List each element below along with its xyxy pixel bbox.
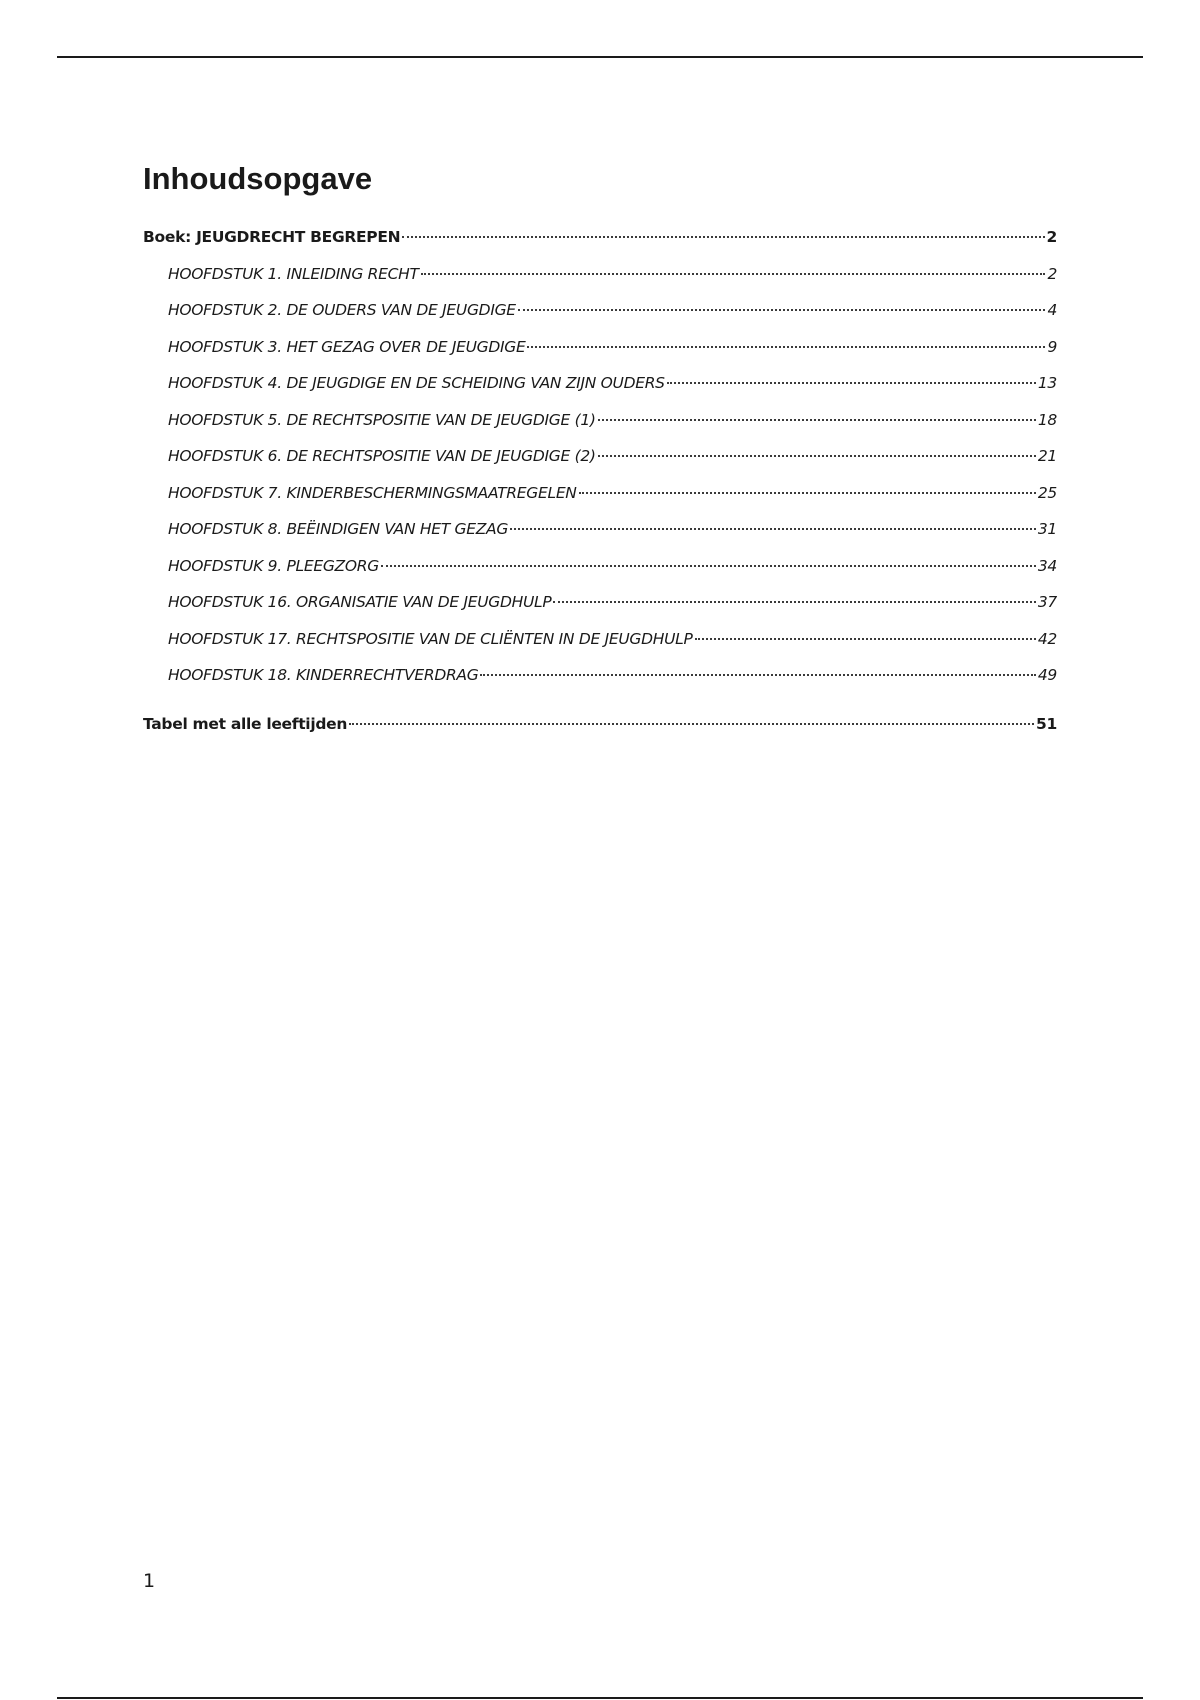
toc-entry-label: HOOFDSTUK 3. HET GEZAG OVER DE JEUGDIGE	[168, 337, 526, 356]
toc-entry-chapter-4[interactable]	[143, 365, 1057, 402]
dot-leader	[349, 723, 1034, 725]
toc-entry-label: HOOFDSTUK 4. DE JEUGDIGE EN DE SCHEIDING VAN ZIJN OUDERS	[168, 374, 665, 393]
toc-entry-chapter-17[interactable]	[143, 621, 1057, 658]
toc-entry-label: HOOFDSTUK 18. KINDERRECHTVERDRAG	[168, 666, 479, 685]
dot-leader	[518, 309, 1046, 311]
toc-entry-chapter-7[interactable]	[143, 475, 1057, 512]
dot-leader	[421, 273, 1046, 275]
header-rule	[57, 56, 1143, 58]
toc-entry-chapter-5[interactable]	[143, 402, 1057, 439]
toc-entry-page: 9	[1047, 337, 1057, 356]
toc-entry-label: Tabel met alle leeftijden	[143, 714, 348, 733]
dot-leader	[510, 528, 1036, 530]
toc-entry-label: HOOFDSTUK 17. RECHTSPOSITIE VAN DE CLIËNTEN IN DE JEUGDHULP	[168, 629, 693, 648]
toc-entry-chapter-9[interactable]	[143, 548, 1057, 585]
toc-entry-label: HOOFDSTUK 16. ORGANISATIE VAN DE JEUGDHULP	[168, 593, 552, 612]
toc-entry-label: HOOFDSTUK 1. INLEIDING RECHT	[168, 264, 419, 283]
toc-entry-page: 13	[1037, 374, 1057, 393]
toc-entry-page: 34	[1037, 556, 1057, 575]
toc-entry-label: HOOFDSTUK 7. KINDERBESCHERMINGSMAATREGELEN	[168, 483, 577, 502]
toc-page	[143, 160, 1057, 742]
dot-leader	[381, 565, 1036, 567]
dot-leader	[695, 638, 1036, 640]
spacer	[143, 694, 1057, 706]
page-number: 1	[143, 1570, 156, 1592]
toc-title: Inhoudsopgave	[143, 161, 373, 196]
dot-leader	[598, 455, 1036, 457]
toc-entry-label: HOOFDSTUK 8. BEËINDIGEN VAN HET GEZAG	[168, 520, 509, 539]
toc-entry-chapter-16[interactable]	[143, 584, 1057, 621]
footer-rule	[57, 1697, 1143, 1699]
toc-entry-page: 42	[1037, 629, 1057, 648]
toc-entry-chapter-8[interactable]	[143, 511, 1057, 548]
toc-entry-page: 18	[1037, 410, 1057, 429]
dot-leader	[598, 419, 1036, 421]
toc-entry-page: 49	[1037, 666, 1057, 685]
dot-leader	[527, 346, 1045, 348]
toc-entry-chapter-3[interactable]	[143, 329, 1057, 366]
toc-entry-label: HOOFDSTUK 9. PLEEGZORG	[168, 556, 379, 575]
toc-entry-label: HOOFDSTUK 6. DE RECHTSPOSITIE VAN DE JEUGDIGE (2)	[168, 447, 596, 466]
dot-leader	[553, 601, 1035, 603]
dot-leader	[667, 382, 1036, 384]
toc-entry-page: 51	[1036, 714, 1057, 733]
dot-leader	[480, 674, 1035, 676]
toc-entry-page: 25	[1037, 483, 1057, 502]
toc-entry-page: 4	[1047, 301, 1057, 320]
toc-entry-page: 37	[1037, 593, 1057, 612]
dot-leader	[579, 492, 1036, 494]
toc-entry-table[interactable]	[143, 706, 1057, 743]
toc-entry-label: HOOFDSTUK 5. DE RECHTSPOSITIE VAN DE JEUGDIGE (1)	[168, 410, 596, 429]
dot-leader	[402, 236, 1044, 238]
toc-entry-chapter-2[interactable]	[143, 292, 1057, 329]
toc-entry-label: HOOFDSTUK 2. DE OUDERS VAN DE JEUGDIGE	[168, 301, 516, 320]
toc-entry-page: 2	[1047, 264, 1057, 283]
toc-entry-page: 31	[1037, 520, 1057, 539]
toc-entry-label: Boek: JEUGDRECHT BEGREPEN	[143, 228, 401, 247]
toc-entry-chapter-1[interactable]	[143, 256, 1057, 293]
toc-entry-book[interactable]	[143, 219, 1057, 256]
toc-entry-chapter-6[interactable]	[143, 438, 1057, 475]
toc-entry-page: 21	[1037, 447, 1057, 466]
toc-entry-chapter-18[interactable]	[143, 657, 1057, 694]
toc-entry-page: 2	[1046, 228, 1057, 247]
